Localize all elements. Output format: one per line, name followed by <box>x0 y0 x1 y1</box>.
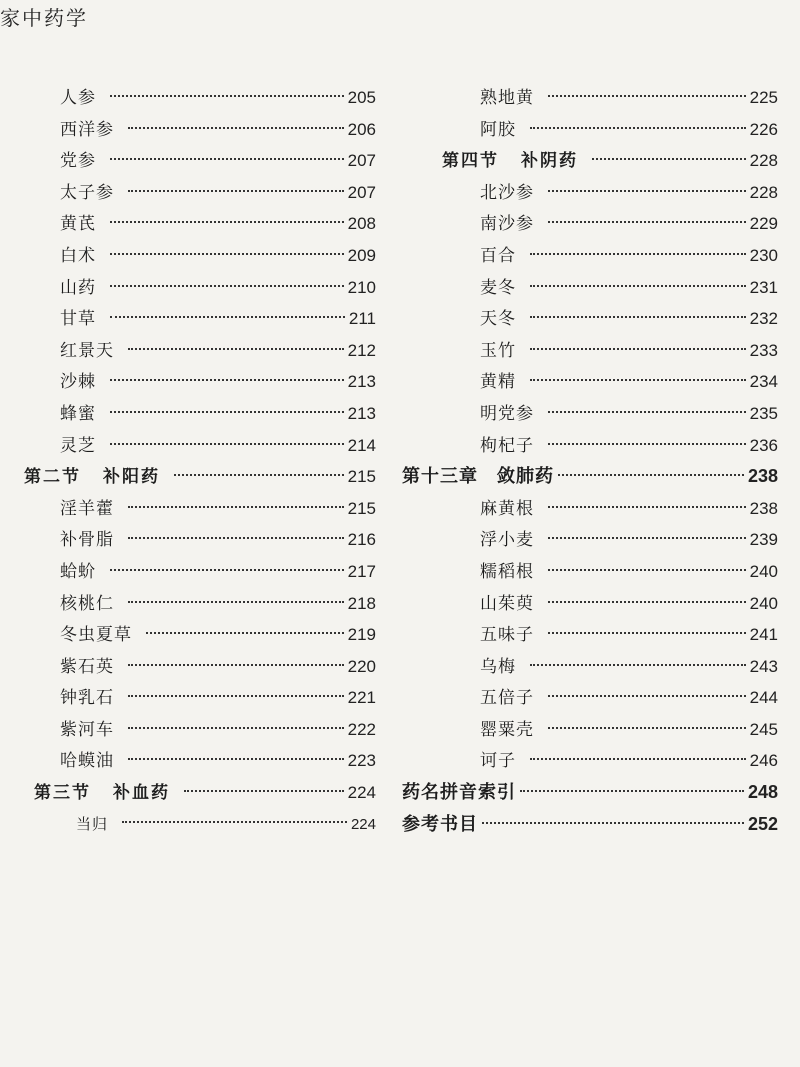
leader-dots <box>530 378 746 381</box>
herb-name: 枸杞子 <box>480 435 534 456</box>
toc-entry-row <box>24 82 376 114</box>
toc-entry-row <box>24 493 376 525</box>
herb-name: 明党参 <box>480 403 534 424</box>
toc-right-column <box>402 82 778 840</box>
herb-name: 山药 <box>60 277 96 298</box>
toc-entry-row <box>402 240 778 272</box>
toc-entry-row <box>402 366 778 398</box>
toc-entry-row <box>24 809 376 841</box>
toc-entry-row <box>24 208 376 240</box>
herb-name: 蜂蜜 <box>60 403 96 424</box>
page-number: 244 <box>749 688 778 708</box>
toc-entry-row <box>24 114 376 146</box>
toc-entry-row <box>24 588 376 620</box>
page-number: 233 <box>749 340 778 360</box>
herb-name: 百合 <box>480 245 516 266</box>
page-number: 210 <box>347 277 376 297</box>
page-number: 221 <box>347 688 376 708</box>
page-number: 222 <box>347 719 376 739</box>
page-number: 216 <box>347 530 376 550</box>
toc-entry-row <box>24 619 376 651</box>
leader-dots <box>110 410 344 413</box>
leader-dots <box>592 157 746 160</box>
leader-dots <box>530 252 746 255</box>
leader-dots <box>128 536 344 539</box>
herb-name: 红景天 <box>60 340 114 361</box>
toc-section-row <box>402 145 778 177</box>
toc-entry-row <box>402 651 778 683</box>
leader-dots <box>110 284 344 287</box>
herb-name: 阿胶 <box>480 119 516 140</box>
herb-name: 北沙参 <box>480 182 534 203</box>
leader-dots <box>128 757 344 760</box>
herb-name: 淫羊藿 <box>60 498 114 519</box>
page-number: 235 <box>749 403 778 423</box>
herb-name: 人参 <box>60 88 96 108</box>
herb-name: 五味子 <box>480 625 534 646</box>
leader-dots <box>128 347 344 350</box>
herb-name: 蛤蚧 <box>60 561 96 582</box>
toc-entry-row <box>24 145 376 177</box>
page-number: 209 <box>347 245 376 265</box>
herb-name: 紫石英 <box>60 656 114 677</box>
leader-dots <box>110 442 344 445</box>
page-number: 240 <box>749 561 778 581</box>
leader-dots <box>110 94 344 97</box>
page-number: 236 <box>749 435 778 455</box>
leader-dots <box>128 189 344 192</box>
herb-name: 甘草 <box>60 309 96 330</box>
toc-entry-row <box>24 335 376 367</box>
toc-entry-row <box>24 651 376 683</box>
herb-name: 五倍子 <box>480 688 534 709</box>
section-title: 补血药 <box>113 783 170 804</box>
leader-dots <box>548 220 746 223</box>
toc-entry-row <box>402 745 778 777</box>
herb-name: 南沙参 <box>480 214 534 235</box>
toc-entry-row <box>24 524 376 556</box>
toc-entry-row <box>24 366 376 398</box>
toc-entry-row <box>402 588 778 620</box>
page-number: 207 <box>347 151 376 171</box>
leader-dots <box>558 473 744 476</box>
leader-dots <box>530 347 746 350</box>
page-number: 207 <box>347 182 376 202</box>
page-number: 211 <box>348 309 376 329</box>
section-label <box>442 146 578 178</box>
page-number: 208 <box>347 214 376 234</box>
leader-dots <box>110 252 344 255</box>
toc-entry-row <box>402 556 778 588</box>
toc-entry-row <box>402 398 778 430</box>
herb-name: 山茱萸 <box>480 593 534 614</box>
herb-name: 补骨脂 <box>60 530 114 551</box>
leader-dots <box>548 442 746 445</box>
leader-dots <box>110 157 344 160</box>
section-number: 第四节 <box>442 151 499 172</box>
leader-dots <box>530 284 746 287</box>
herb-name: 天冬 <box>480 309 516 330</box>
herb-name: 黄芪 <box>60 214 96 235</box>
toc-entry-row <box>24 177 376 209</box>
herb-name: 钟乳石 <box>60 688 114 709</box>
herb-name: 白术 <box>60 245 96 266</box>
page-number: 252 <box>747 813 778 834</box>
leader-dots <box>548 568 746 571</box>
herb-name: 麦冬 <box>480 277 516 298</box>
toc-entry-row <box>402 272 778 304</box>
page-number: 229 <box>749 214 778 234</box>
toc-entry-row <box>402 114 778 146</box>
herb-name: 罂粟壳 <box>480 719 534 740</box>
page-number: 217 <box>347 561 376 581</box>
toc-entry-row <box>24 745 376 777</box>
leader-dots <box>128 663 344 666</box>
page-number: 215 <box>347 467 376 487</box>
herb-name: 沙棘 <box>60 372 96 393</box>
page-number: 218 <box>347 593 376 613</box>
section-label <box>34 778 170 810</box>
chapter-title: 药名拼音索引 <box>402 782 516 804</box>
leader-dots <box>548 600 746 603</box>
herb-name: 诃子 <box>480 751 516 772</box>
page-number: 234 <box>749 372 778 392</box>
toc-entry-row <box>24 682 376 714</box>
page-number: 226 <box>749 119 778 139</box>
leader-dots <box>530 757 746 760</box>
page-number: 243 <box>749 656 778 676</box>
leader-dots <box>128 600 344 603</box>
leader-dots <box>110 378 344 381</box>
page-number: 225 <box>749 88 778 107</box>
herb-name: 紫河车 <box>60 719 114 740</box>
toc-entry-row <box>402 177 778 209</box>
herb-name: 西洋参 <box>60 119 114 140</box>
leader-dots <box>128 726 344 729</box>
herb-name: 当归 <box>76 814 109 833</box>
leader-dots <box>128 126 344 129</box>
leader-dots <box>548 94 746 97</box>
leader-dots <box>110 315 345 318</box>
page-number: 219 <box>347 625 376 645</box>
leader-dots <box>548 189 746 192</box>
herb-name: 核桃仁 <box>60 593 114 614</box>
herb-name: 糯稻根 <box>480 561 534 582</box>
toc-section-row <box>24 777 376 809</box>
page-number: 205 <box>347 88 376 107</box>
page-number: 240 <box>749 593 778 613</box>
herb-name: 党参 <box>60 151 96 172</box>
leader-dots <box>110 568 344 571</box>
chapter-title: 参考书目 <box>402 813 478 835</box>
toc-entry-row <box>24 430 376 462</box>
page-number: 246 <box>749 751 778 771</box>
toc-entry-row <box>402 524 778 556</box>
leader-dots <box>482 821 744 824</box>
page-number: 213 <box>347 372 376 392</box>
toc-entry-row <box>24 272 376 304</box>
toc-entry-row <box>402 82 778 114</box>
page-number: 248 <box>747 782 778 803</box>
toc-entry-row <box>402 682 778 714</box>
page-number: 223 <box>347 751 376 771</box>
page-number: 228 <box>749 182 778 202</box>
toc-chapter-row <box>402 777 778 809</box>
leader-dots <box>128 694 344 697</box>
page-number: 220 <box>347 656 376 676</box>
leader-dots <box>548 726 746 729</box>
leader-dots <box>146 631 344 634</box>
leader-dots <box>548 631 746 634</box>
page-number: 224 <box>350 815 376 833</box>
leader-dots <box>548 410 746 413</box>
toc-left-column <box>24 82 376 840</box>
leader-dots <box>530 663 746 666</box>
toc-entry-row <box>402 619 778 651</box>
chapter-title: 第十三章 敛肺药 <box>402 466 554 488</box>
page-number: 241 <box>749 625 778 645</box>
toc-entry-row <box>402 335 778 367</box>
toc-entry-row <box>402 493 778 525</box>
toc-entry-row <box>24 303 376 335</box>
leader-dots <box>174 473 344 476</box>
toc-entry-row <box>402 208 778 240</box>
page-number: 212 <box>347 340 376 360</box>
herb-name: 浮小麦 <box>480 530 534 551</box>
section-number: 第三节 <box>34 783 91 804</box>
section-title: 补阳药 <box>103 467 160 488</box>
page-number: 230 <box>749 245 778 265</box>
toc-entry-row <box>24 556 376 588</box>
leader-dots <box>530 315 746 318</box>
leader-dots <box>548 536 746 539</box>
herb-name: 黄精 <box>480 372 516 393</box>
page-number: 214 <box>347 435 376 455</box>
leader-dots <box>520 789 744 792</box>
leader-dots <box>110 220 344 223</box>
page-number: 215 <box>347 498 376 518</box>
leader-dots <box>548 505 746 508</box>
page-number: 206 <box>347 119 376 139</box>
herb-name: 太子参 <box>60 182 114 203</box>
page-number: 238 <box>749 498 778 518</box>
herb-name: 玉竹 <box>480 340 516 361</box>
herb-name: 灵芝 <box>60 435 96 456</box>
page-number: 231 <box>749 277 778 297</box>
toc-chapter-row <box>402 461 778 493</box>
herb-name: 乌梅 <box>480 656 516 677</box>
herb-name: 哈蟆油 <box>60 751 114 772</box>
toc-entry-row <box>24 240 376 272</box>
leader-dots <box>530 126 746 129</box>
page-number: 228 <box>749 151 778 171</box>
leader-dots <box>128 505 344 508</box>
toc-entry-row <box>402 303 778 335</box>
toc-entry-row <box>24 714 376 746</box>
herb-name: 熟地黄 <box>480 88 534 108</box>
page-number: 239 <box>749 530 778 550</box>
toc-chapter-row <box>402 809 778 841</box>
herb-name: 冬虫夏草 <box>60 625 132 646</box>
section-number: 第二节 <box>24 467 81 488</box>
page-number: 232 <box>749 309 778 329</box>
running-head: 家中药学 <box>0 6 88 30</box>
page-number: 238 <box>747 466 778 487</box>
page-number: 213 <box>347 403 376 423</box>
toc-section-row <box>24 461 376 493</box>
page-number: 245 <box>749 719 778 739</box>
leader-dots <box>548 694 746 697</box>
page-number: 224 <box>347 783 376 803</box>
herb-name: 麻黄根 <box>480 498 534 519</box>
section-title: 补阴药 <box>521 151 578 172</box>
toc-entry-row <box>402 714 778 746</box>
section-label <box>24 462 160 494</box>
toc-entry-row <box>24 398 376 430</box>
leader-dots <box>122 820 347 823</box>
leader-dots <box>184 789 344 792</box>
toc-entry-row <box>402 430 778 462</box>
